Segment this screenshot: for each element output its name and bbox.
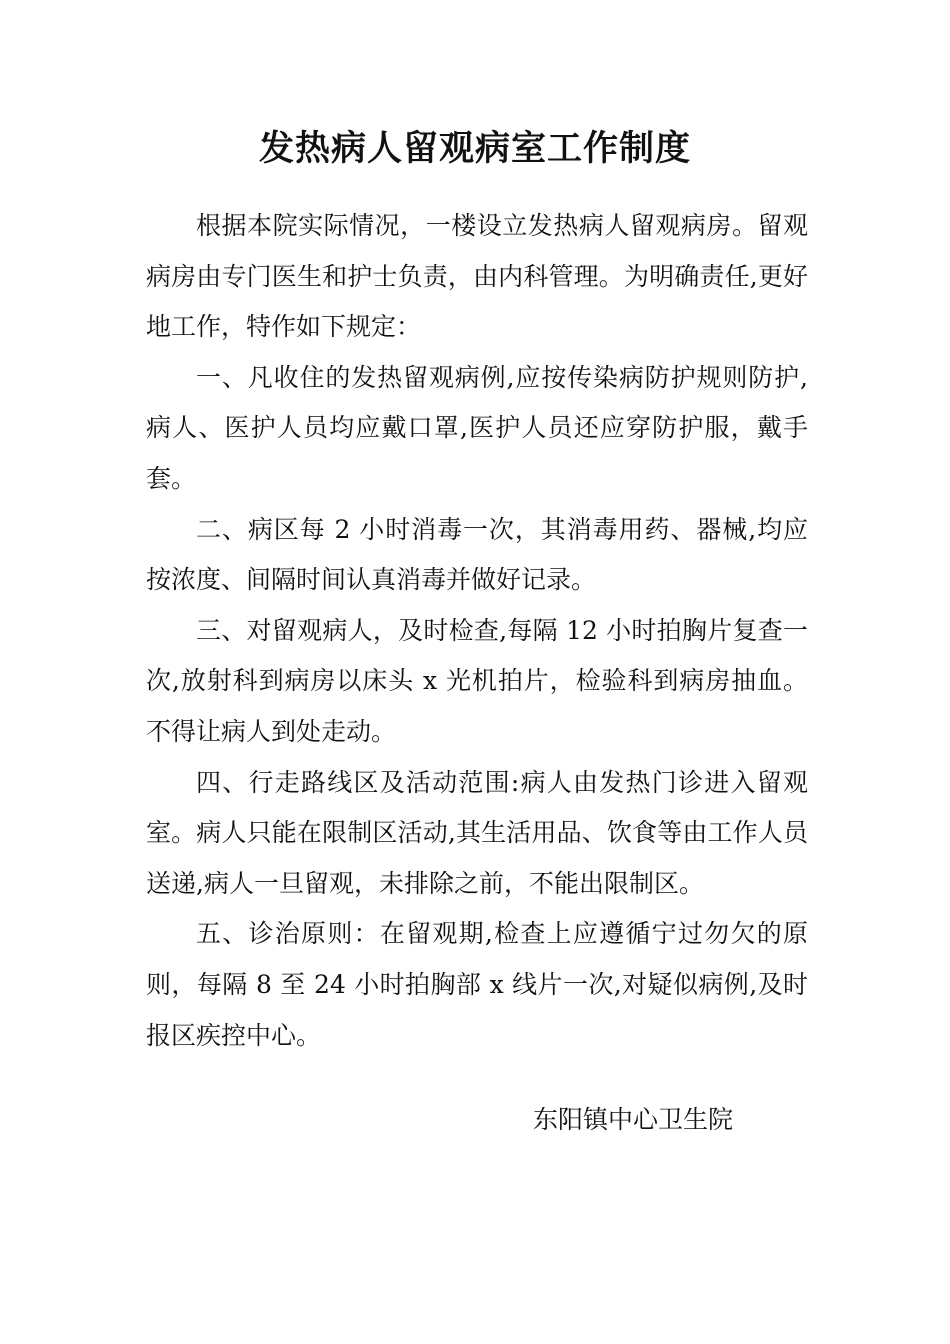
rule-2-paragraph: 二、病区每 2 小时消毒一次，其消毒用药、器械,均应按浓度、间隔时间认真消毒并做好记录。: [146, 514, 808, 595]
rule-1-paragraph: 一、凡收住的发热留观病例,应按传染病防护规则防护,病人、医护人员均应戴口罩,医护人员还应穿防护服，戴手套。: [146, 362, 808, 493]
document-body: [146, 201, 808, 1061]
rule-3-paragraph: 三、对留观病人，及时检查,每隔 12 小时拍胸片复查一次,放射科到病房以床头 x 光机拍片，检验科到病房抽血。不得让病人到处走动。: [146, 615, 808, 746]
document-title: 发热病人留观病室工作制度: [258, 128, 691, 169]
rule-5-paragraph: 五、诊治原则：在留观期,检查上应遵循宁过勿欠的原则，每隔 8 至 24 小时拍胸部 x 线片一次,对疑似病例,及时报区疾控中心。: [146, 919, 808, 1050]
rule-4-paragraph: 四、行走路线区及活动范围:病人由发热门诊进入留观室。病人只能在限制区活动,其生活用品、饮食等由工作人员送递,病人一旦留观，未排除之前，不能出限制区。: [146, 767, 808, 898]
issuer-signature: 东阳镇中心卫生院: [533, 1105, 734, 1134]
intro-paragraph: 根据本院实际情况，一楼设立发热病人留观病房。留观病房由专门医生和护士负责，由内科管理。为明确责任,更好地工作，特作如下规定：: [146, 211, 808, 342]
